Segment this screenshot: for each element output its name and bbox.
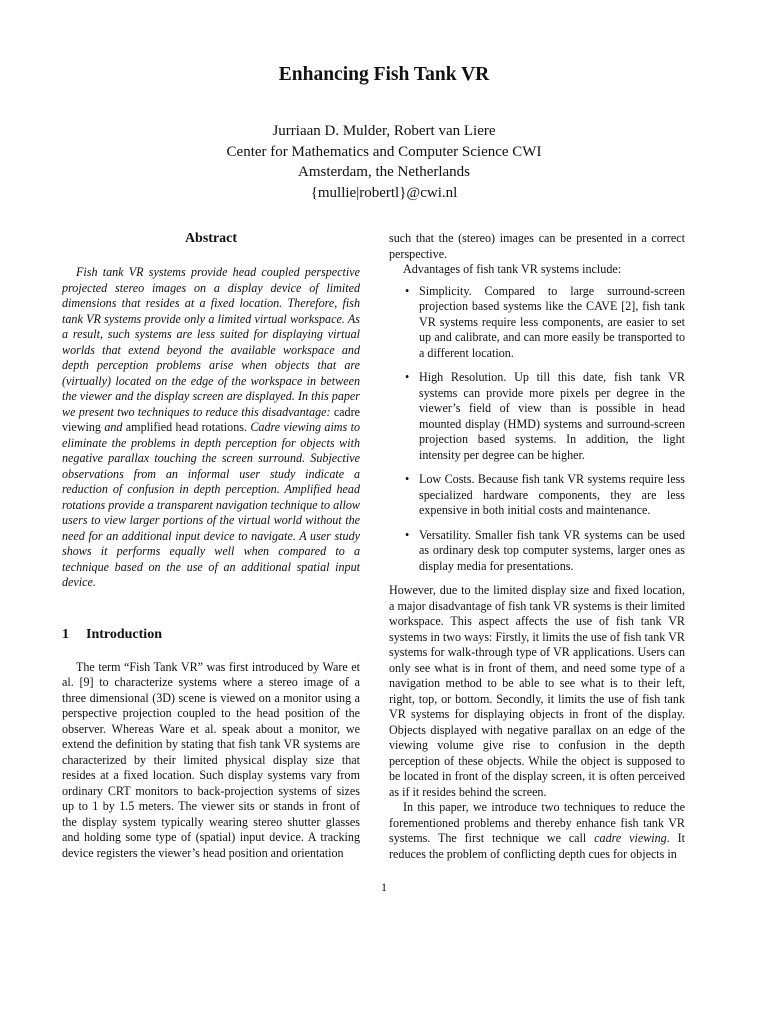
bullet-text: Low Costs. Because fish tank VR systems require less specialized hardware components, they are less expensive in both initial costs and maintenance. — [419, 472, 685, 517]
list-item — [389, 370, 685, 463]
paper-title: Enhancing Fish Tank VR — [278, 64, 490, 85]
section-title: Introduction — [86, 626, 162, 642]
list-item — [389, 472, 685, 519]
section-number: 1 — [62, 626, 69, 642]
abstract-heading: Abstract — [184, 231, 238, 246]
continuation-paragraph: such that the (stereo) images can be presented in a correct perspective. — [389, 231, 685, 261]
introduction-paragraph: The term “Fish Tank VR” was first introduced by Ware et al. [9] to characterize systems where a stereo image of a three dimensional (3D) scene is viewed on a monitor using a perspective projection coupled to the head position of the observer. Whereas Ware et al. speak about a monitor, we extend the definition by stating that fish tank VR systems are characterized by their limited physical display size that resides at a fixed location. Such display systems vary from ordinary CRT monitors to back-projection systems of sizes up to 1 by 1.5 meters. The viewer sits or stands in front of the display system typically wearing stereo shutter glasses and holding some type of (spatial) input device. A tracking device registers the viewer’s head position and orientation — [62, 659, 360, 860]
left-column — [62, 230, 360, 861]
right-column — [389, 231, 685, 862]
techniques-text-b: . It reduces the problem of conflicting depth cues for objects in — [389, 831, 686, 861]
advantages-list — [389, 284, 685, 575]
abstract-and: and — [104, 420, 123, 434]
abstract-term-cadre-viewing: cadre viewing — [62, 404, 360, 434]
author-location: Amsterdam, the Netherlands — [297, 164, 471, 180]
bullet-text: High Resolution. Up till this date, fish tank VR systems can provide more pixels per degree in the viewer’s field of view than is possible in head mounted display (HMD) systems and surround-screen projection based systems. In addition, the light intensity per degree can be higher. — [419, 370, 685, 462]
abstract-term-amplified-head-rotations: amplified head rotations. — [125, 420, 247, 434]
list-item — [389, 528, 685, 575]
abstract-text-a: Fish tank VR systems provide head coupled perspective projected stereo images on a display device of limited dimensions that resides at a fixed location. Therefore, fish tank VR systems provide only a limited virtual workspace. As a result, such systems are less suited for displaying virtual worlds that extend beyond the available workspace and depth perception problems arise when objects that are (virtually) located on the edge of the workspace in between the viewer and the display screen are displayed. In this paper we present two techniques to reduce this disadvantage: — [62, 265, 360, 419]
techniques-paragraph — [389, 800, 685, 862]
bullet-icon: • — [405, 370, 410, 384]
disadvantage-paragraph: However, due to the limited display size and fixed location, a major disadvantage of fish tank VR systems is their limited workspace. This aspect affects the use of fish tank VR systems in two ways: Firstly, it limits the use of fish tank VR systems for walk-through type of VR applications. Users can only see what is in front of them, and need some type of a navigation method to be able to see what is to their left, right, top, or bottom. Secondly, it limits the use of fish tank VR systems for displaying objects in front of the display. Objects displayed with negative parallax on an edge of the viewing volume give rise to confusion in the depth perception of these objects. While the object is supposed to be located in front of the display screen, it is often perceived as if it resides behind the screen. — [389, 583, 685, 799]
list-item — [389, 284, 685, 362]
bullet-icon: • — [405, 283, 410, 298]
bullet-icon: • — [405, 472, 410, 486]
author-block — [0, 121, 768, 203]
bullet-icon: • — [405, 527, 410, 542]
bullet-text: Versatility. Smaller fish tank VR systems can be used as ordinary desk top computer systems, larger ones as display media for presentations. — [419, 527, 685, 573]
techniques-term-cadre-viewing: cadre viewing — [594, 831, 667, 845]
section-heading-introduction — [62, 626, 360, 644]
author-email: {mullie|robertl}@cwi.nl — [310, 184, 458, 201]
bullet-text: Simplicity. Compared to large surround-screen projection based systems like the CAVE [2], fish tank VR systems require less components, are easier to set up and calibrate, and can more easily be transported to a different location. — [419, 283, 685, 360]
techniques-text-a: In this paper, we introduce two techniques to reduce the forementioned problems and thereby enhance fish tank VR systems. The first technique we call — [389, 800, 685, 845]
author-names: Jurriaan D. Mulder, Robert van Liere — [272, 123, 496, 139]
abstract-text — [62, 265, 360, 591]
abstract-text-b: Cadre viewing aims to eliminate the problems in depth perception for objects with negative parallax touching the screen surround. Subjective observations from an informal user study indicate a reduction of confusion in depth perception. Amplified head rotations provide a transparent navigation technique to allow users to view larger portions of the virtual world without the need for an additional input device to navigate. A user study shows it performs equally well when compared to a technique based on the use of an additional spatial input device. — [62, 420, 360, 589]
author-affiliation: Center for Mathematics and Computer Science CWI — [226, 143, 542, 160]
advantages-intro: Advantages of fish tank VR systems include: — [403, 262, 622, 276]
page-number: 1 — [381, 880, 387, 894]
